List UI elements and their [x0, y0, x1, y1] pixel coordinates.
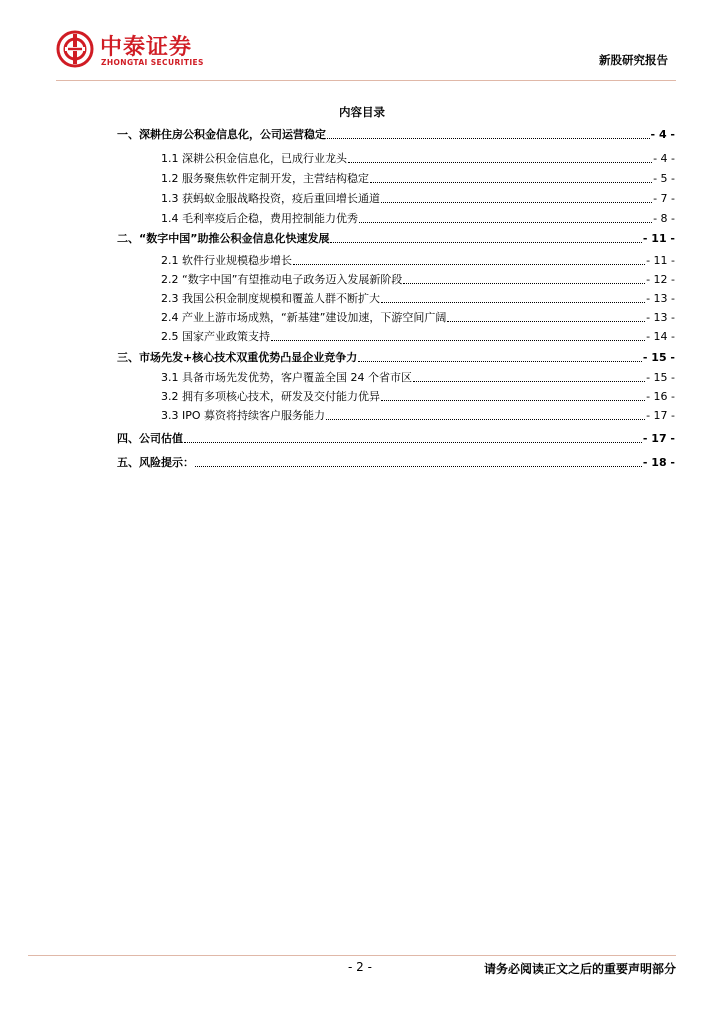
toc-entry-label: 2.2 “数字中国”有望推动电子政务迈入发展新阶段 — [161, 273, 403, 286]
toc-entry-page: - 5 - — [653, 172, 675, 185]
page-number: - 2 - — [348, 960, 372, 974]
toc-entry-page: - 15 - — [642, 351, 675, 364]
toc-entry-page: - 17 - — [642, 432, 675, 445]
toc-entry-3-1[interactable] — [161, 369, 675, 385]
toc-title: 内容目录 — [339, 105, 385, 119]
footer-divider — [28, 955, 676, 956]
toc-entry-section-5[interactable] — [117, 454, 675, 470]
toc-leader-dots — [447, 321, 645, 322]
toc-entry-2-5[interactable] — [161, 328, 675, 344]
toc-entry-label: 五、风险提示： — [117, 456, 194, 469]
toc-entry-2-3[interactable] — [161, 290, 675, 306]
toc-entry-label: 2.5 国家产业政策支持 — [161, 330, 270, 343]
toc-entry-label: 四、公司估值 — [117, 432, 183, 445]
toc-entry-1-2[interactable] — [161, 170, 675, 186]
toc-entry-label: 一、深耕住房公积金信息化，公司运营稳定 — [117, 128, 326, 141]
toc-entry-page: - 16 - — [646, 390, 675, 403]
toc-leader-dots — [330, 242, 641, 243]
toc-entry-1-3[interactable] — [161, 190, 675, 206]
toc-entry-page: - 8 - — [653, 212, 675, 225]
toc-entry-label: 3.1 具备市场先发优势，客户覆盖全国 24 个省市区 — [161, 371, 412, 384]
toc-entry-page: - 11 - — [646, 254, 675, 267]
logo-chinese-name: 中泰证券 — [100, 35, 193, 60]
toc-entry-page: - 7 - — [653, 192, 675, 205]
toc-entry-label: 二、“数字中国”助推公积金信息化快速发展 — [117, 232, 330, 245]
toc-leader-dots — [327, 138, 650, 139]
toc-entry-2-4[interactable] — [161, 309, 675, 325]
toc-leader-dots — [359, 222, 652, 223]
toc-entry-section-1[interactable] — [117, 126, 675, 142]
toc-entry-section-4[interactable] — [117, 430, 675, 446]
toc-entry-section-3[interactable] — [117, 349, 675, 365]
toc-entry-label: 1.2 服务聚焦软件定制开发，主营结构稳定 — [161, 172, 369, 185]
toc-leader-dots — [326, 419, 645, 420]
toc-entry-page: - 15 - — [646, 371, 675, 384]
zhongtai-logo-icon — [56, 30, 94, 68]
toc-entry-label: 三、市场先发+核心技术双重优势凸显企业竞争力 — [117, 351, 358, 364]
toc-entry-page: - 13 - — [646, 311, 675, 324]
toc-entry-label: 2.4 产业上游市场成熟，“新基建”建设加速，下游空间广阔 — [161, 311, 447, 324]
toc-leader-dots — [195, 466, 642, 467]
toc-entry-label: 3.3 IPO 募资将持续客户服务能力 — [161, 409, 326, 422]
header-divider — [56, 80, 676, 81]
toc-entry-label: 2.3 我国公积金制度规模和覆盖人群不断扩大 — [161, 292, 380, 305]
toc-entry-label: 1.3 获蚂蚁金服战略投资，疫后重回增长通道 — [161, 192, 380, 205]
toc-entry-label: 2.1 软件行业规模稳步增长 — [161, 254, 292, 267]
toc-entry-page: - 4 - — [653, 152, 675, 165]
toc-leader-dots — [348, 162, 652, 163]
toc-leader-dots — [413, 381, 645, 382]
toc-entry-label: 1.1 深耕公积金信息化，已成行业龙头 — [161, 152, 347, 165]
toc-leader-dots — [381, 202, 652, 203]
toc-entry-page: - 13 - — [646, 292, 675, 305]
toc-entry-2-1[interactable] — [161, 252, 675, 268]
toc-entry-1-1[interactable] — [161, 150, 675, 166]
toc-entry-page: - 11 - — [642, 232, 675, 245]
disclaimer-notice: 请务必阅读正文之后的重要声明部分 — [483, 962, 676, 976]
toc-entry-label: 3.2 拥有多项核心技术，研发及交付能力优异 — [161, 390, 380, 403]
report-type-label: 新股研究报告 — [599, 53, 668, 67]
toc-leader-dots — [293, 264, 645, 265]
toc-leader-dots — [271, 340, 645, 341]
toc-entry-1-4[interactable] — [161, 210, 675, 226]
toc-entry-3-2[interactable] — [161, 388, 675, 404]
toc-entry-page: - 17 - — [646, 409, 675, 422]
page-header — [56, 28, 676, 76]
toc-leader-dots — [381, 302, 645, 303]
toc-entry-label: 1.4 毛利率疫后企稳，费用控制能力优秀 — [161, 212, 358, 225]
toc-entry-2-2[interactable] — [161, 271, 675, 287]
toc-entry-page: - 18 - — [642, 456, 675, 469]
toc-leader-dots — [381, 400, 645, 401]
toc-entry-page: - 14 - — [646, 330, 675, 343]
toc-leader-dots — [370, 182, 652, 183]
toc-leader-dots — [184, 442, 642, 443]
toc-entry-3-3[interactable] — [161, 407, 675, 423]
logo-english-name: ZHONGTAI SECURITIES — [101, 58, 204, 67]
toc-entry-page: - 12 - — [646, 273, 675, 286]
toc-leader-dots — [403, 283, 645, 284]
toc-entry-page: - 4 - — [650, 128, 675, 141]
toc-entry-section-2[interactable] — [117, 230, 675, 246]
toc-leader-dots — [358, 361, 642, 362]
